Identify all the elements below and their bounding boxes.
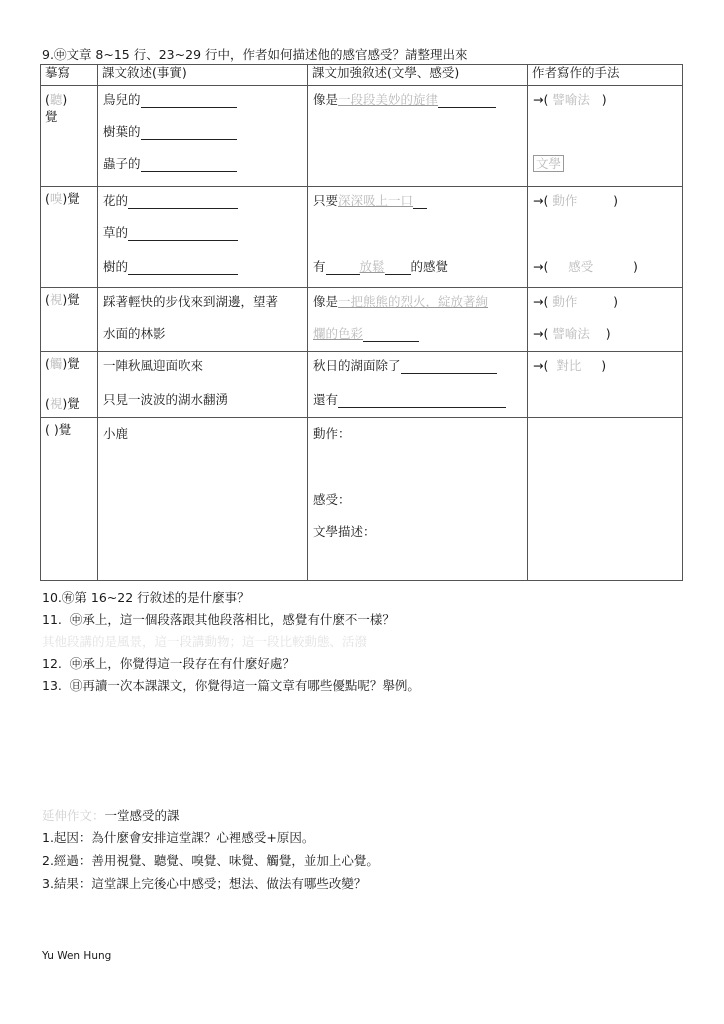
question-9 [42,45,468,63]
facts-cell: 踩著輕快的步伐來到湖邊，望著 水面的林影 [98,288,308,352]
answer-blank[interactable] [141,93,237,108]
question-12: 12. ㊥承上，你覺得這一段存在有什麼好處？ [42,656,295,671]
sense-answer: 聽 [49,92,63,107]
table-row [41,288,683,352]
answer-blank[interactable] [438,93,496,108]
q9-mark: ㊥ [53,47,67,62]
q9-number: 9. [42,47,54,62]
extension-label: 延伸作文： [42,808,105,823]
technique-answer: 動作 [552,193,578,208]
facts-cell: 花的 草的 樹的 [98,187,308,288]
header-facts: 課文敘述(事實) [98,65,308,86]
literary-cell: 像是一段段美妙的旋律 [308,86,528,187]
technique-answer: 對比 [556,358,582,373]
header-technique: 作者寫作的手法 [528,65,683,86]
technique-note: 文學 [533,155,564,172]
table-row [41,352,683,418]
answer-blank[interactable] [128,226,238,241]
q11-answer: 其他段講的是風景，這一段講動物；這一段比較動態、活潑 [42,634,368,649]
literary-answer: 一把熊熊的烈火，綻放著絢 [338,294,489,309]
table-header-row [41,65,683,86]
literary-answer: 放鬆 [359,259,385,274]
footer-author: Yu Wen Hung [42,950,112,962]
literary-cell: 只要深深吸上一口 有 放鬆 的感覺 [308,187,528,288]
header-sense: 摹寫 [41,65,98,86]
literary-cell: 動作： 感受： 文學描述： [308,418,528,581]
literary-answer: 深深吸上一口 [338,193,414,208]
technique-answer: 譬喻法 [552,92,590,107]
literary-cell: 像是一把熊熊的烈火，綻放著絢 爛的色彩 [308,288,528,352]
sensory-table [40,64,683,581]
sense-answer: 視 [49,396,63,411]
technique-cell: →( 對比 ) [528,352,683,418]
answer-blank[interactable] [128,194,238,209]
technique-cell: →( 動作 ) →( 感受 ) [528,187,683,288]
answer-blank[interactable] [141,125,237,140]
extension-item: 2.經過：善用視覺、聽覺、嗅覺、味覺、觸覺，並加上心覺。 [42,853,379,868]
technique-answer: 譬喻法 [552,326,590,341]
sense-answer: 嗅 [49,191,63,206]
literary-answer: 一段段美妙的旋律 [338,92,439,107]
sense-cell: (視)覺 [41,288,98,352]
answer-blank[interactable] [338,393,506,408]
sense-cell: (嗅)覺 [41,187,98,288]
sense-answer: 視 [49,292,63,307]
facts-cell: 一陣秋風迎面吹來 只見一波波的湖水翻湧 [98,352,308,418]
facts-cell: 小鹿 [98,418,308,581]
table-row [41,187,683,288]
header-literary: 課文加強敘述(文學、感受) [308,65,528,86]
facts-cell: 鳥兒的 樹葉的 蟲子的 [98,86,308,187]
sense-cell: (觸)覺 (視)覺 [41,352,98,418]
technique-answer: 動作 [552,294,578,309]
technique-cell: →( 動作 ) →( 譬喻法 ) [528,288,683,352]
technique-cell: →( 譬喻法 ) 文學 [528,86,683,187]
technique-answer: 感受 [568,259,594,274]
answer-blank[interactable] [326,260,360,275]
question-11: 11. ㊥承上，這一個段落跟其他段落相比，感覺有什麼不一樣？ [42,612,395,627]
question-13: 13. ㊐再讀一次本課課文，你覺得這一篇文章有哪些優點呢？舉例。 [42,678,420,693]
technique-cell [528,418,683,581]
literary-answer: 爛的色彩 [313,326,364,341]
sense-cell: (聽) 覺 [41,86,98,187]
literary-cell: 秋日的湖面除了 還有 [308,352,528,418]
extension-item: 1.起因：為什麼會安排這堂課？心裡感受+原因。 [42,830,315,845]
question-10: 10.㊒第 16~22 行敘述的是什麼事？ [42,590,250,605]
extension-title: 延伸作文：一堂感受的課 [42,808,180,823]
sense-answer: 觸 [49,356,63,371]
table-row [41,86,683,187]
answer-blank[interactable] [401,359,497,374]
answer-blank[interactable] [128,260,238,275]
answer-blank[interactable] [141,157,237,172]
sense-cell: ( )覺 [41,418,98,581]
extension-item: 3.結果：這堂課上完後心中感受；想法、做法有哪些改變？ [42,876,367,891]
q9-text: 文章 8~15 行、23~29 行中，作者如何描述他的感官感受？請整理出來 [66,47,468,62]
table-row [41,418,683,581]
